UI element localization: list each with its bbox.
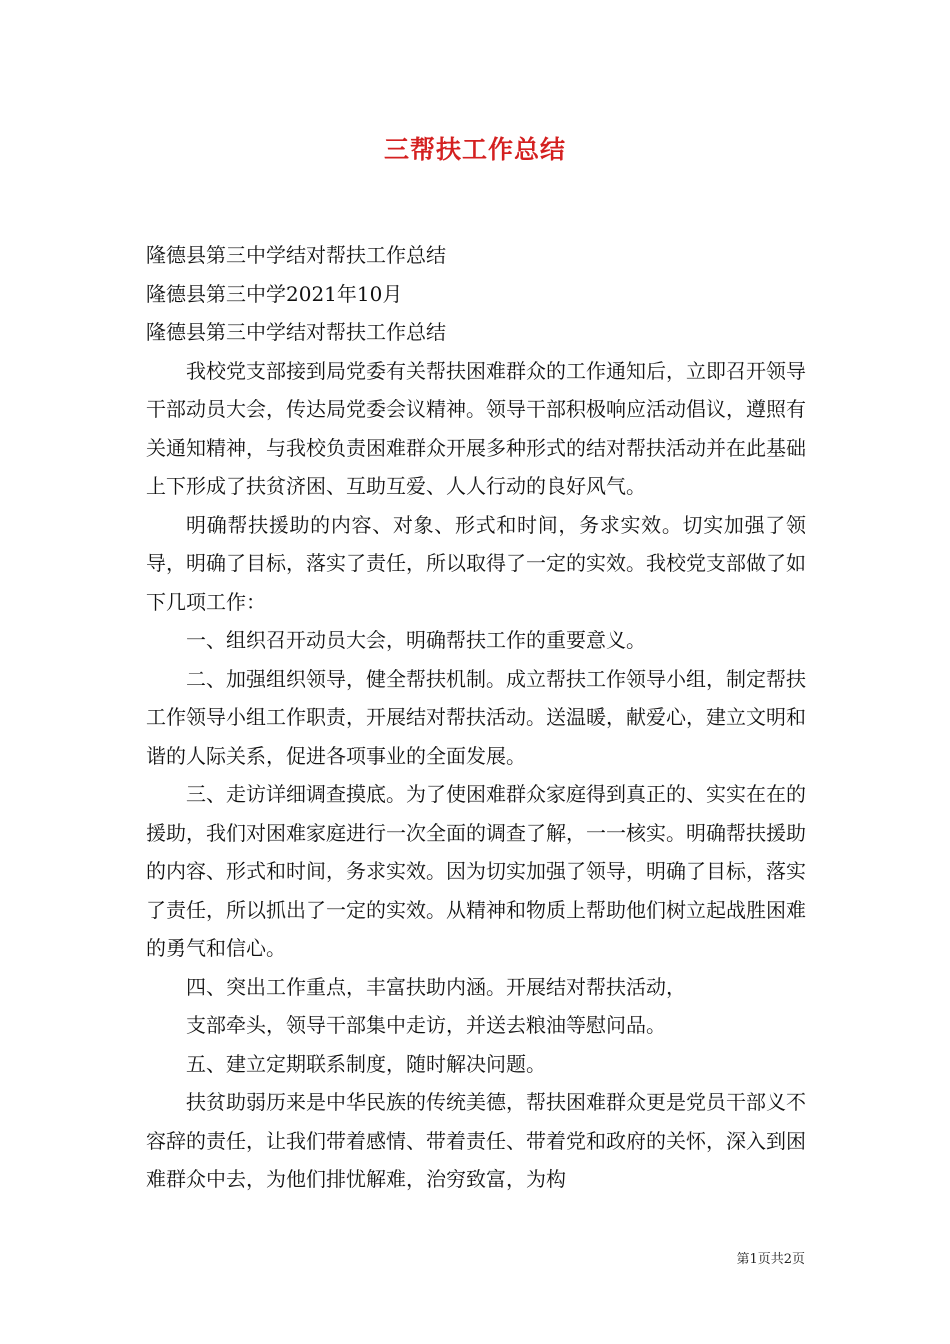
paragraph: 扶贫助弱历来是中华民族的传统美德，帮扶困难群众更是党员干部义不容辞的责任，让我们带着感情、带着责任、带着党和政府的关怀，深入到困难群众中去，为他们排忧解难，治穷致富，为构 bbox=[146, 1090, 806, 1191]
meta-line: 隆德县第三中学结对帮扶工作总结 bbox=[146, 243, 446, 267]
paragraph: 四、突出工作重点，丰富扶助内涵。开展结对帮扶活动， bbox=[186, 974, 686, 999]
document-body bbox=[146, 236, 806, 1199]
meta-line: 隆德县第三中学结对帮扶工作总结 bbox=[146, 320, 446, 344]
paragraph: 三、走访详细调查摸底。为了使困难群众家庭得到真正的、实实在在的援助，我们对困难家庭进行一次全面的调查了解，一一核实。明确帮扶援助的内容、形式和时间，务求实效。因为切实加强了领导，明确了目标，落实了责任，所以抓出了一定的实效。从精神和物质上帮助他们树立起战胜困难的勇气和信心。 bbox=[146, 782, 806, 960]
paragraph: 支部牵头，领导干部集中走访，并送去粮油等慰问品。 bbox=[186, 1013, 666, 1037]
document-title: 三帮扶工作总结 bbox=[383, 135, 566, 164]
paragraph: 一、组织召开动员大会，明确帮扶工作的重要意义。 bbox=[186, 628, 646, 652]
page-number: 第1页共2页 bbox=[736, 1252, 805, 1267]
meta-line: 隆德县第三中学2021年10月 bbox=[146, 281, 403, 306]
paragraph: 五、建立定期联系制度，随时解决问题。 bbox=[186, 1051, 546, 1076]
paragraph: 明确帮扶援助的内容、对象、形式和时间，务求实效。切实加强了领导，明确了目标，落实了责任，所以取得了一定的实效。我校党支部做了如下几项工作： bbox=[146, 512, 806, 614]
paragraph: 二、加强组织领导，健全帮扶机制。成立帮扶工作领导小组，制定帮扶工作领导小组工作职责，开展结对帮扶活动。送温暖，献爱心，建立文明和谐的人际关系，促进各项事业的全面发展。 bbox=[146, 666, 806, 768]
paragraph: 我校党支部接到局党委有关帮扶困难群众的工作通知后，立即召开领导干部动员大会，传达局党委会议精神。领导干部积极响应活动倡议，遵照有关通知精神，与我校负责困难群众开展多种形式的结对帮扶活动并在此基础上下形成了扶贫济困、互助互爱、人人行动的良好风气。 bbox=[146, 358, 806, 498]
